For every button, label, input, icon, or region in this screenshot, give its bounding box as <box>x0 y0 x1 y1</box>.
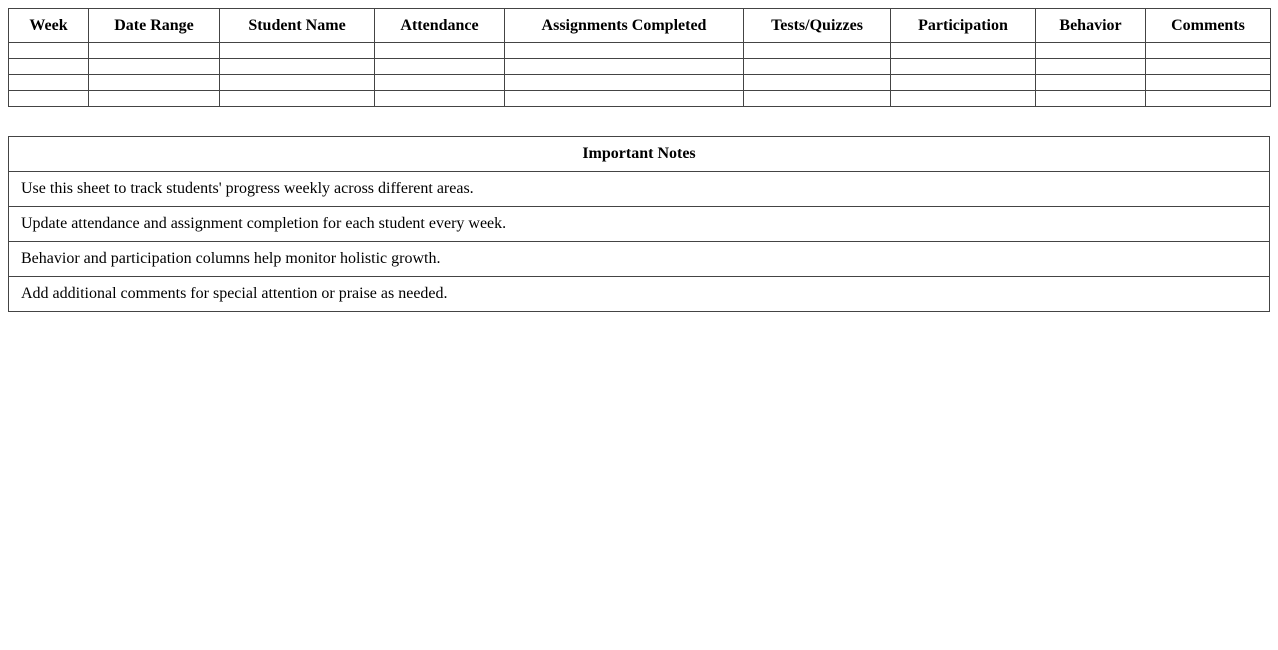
table-cell[interactable] <box>505 59 744 75</box>
table-cell[interactable] <box>375 75 505 91</box>
table-cell[interactable] <box>375 91 505 107</box>
column-header-week: Week <box>9 9 89 43</box>
table-cell[interactable] <box>9 59 89 75</box>
table-cell[interactable] <box>891 59 1036 75</box>
notes-header-row <box>9 137 1270 172</box>
table-cell[interactable] <box>9 43 89 59</box>
table-cell[interactable] <box>1036 43 1146 59</box>
notes-title: Important Notes <box>9 137 1270 172</box>
table-cell[interactable] <box>1036 91 1146 107</box>
table-cell[interactable] <box>89 43 220 59</box>
list-item <box>9 242 1270 277</box>
list-item <box>9 277 1270 312</box>
note-text: Update attendance and assignment completion for each student every week. <box>9 207 1270 242</box>
table-cell[interactable] <box>1146 91 1271 107</box>
table-cell[interactable] <box>9 75 89 91</box>
table-cell[interactable] <box>891 43 1036 59</box>
table-row <box>9 43 1271 59</box>
table-cell[interactable] <box>220 91 375 107</box>
column-header-assignments-completed: Assignments Completed <box>505 9 744 43</box>
table-row <box>9 75 1271 91</box>
table-cell[interactable] <box>1036 75 1146 91</box>
table-cell[interactable] <box>375 59 505 75</box>
table-cell[interactable] <box>9 91 89 107</box>
column-header-tests-quizzes: Tests/Quizzes <box>744 9 891 43</box>
note-text: Behavior and participation columns help monitor holistic growth. <box>9 242 1270 277</box>
table-cell[interactable] <box>891 75 1036 91</box>
column-header-date-range: Date Range <box>89 9 220 43</box>
column-header-attendance: Attendance <box>375 9 505 43</box>
list-item <box>9 207 1270 242</box>
list-item <box>9 172 1270 207</box>
note-text: Add additional comments for special attention or praise as needed. <box>9 277 1270 312</box>
table-cell[interactable] <box>89 91 220 107</box>
table-cell[interactable] <box>505 91 744 107</box>
table-cell[interactable] <box>89 59 220 75</box>
table-cell[interactable] <box>89 75 220 91</box>
table-cell[interactable] <box>744 91 891 107</box>
table-cell[interactable] <box>220 59 375 75</box>
table-row <box>9 59 1271 75</box>
table-cell[interactable] <box>891 91 1036 107</box>
note-text: Use this sheet to track students' progress weekly across different areas. <box>9 172 1270 207</box>
table-cell[interactable] <box>220 75 375 91</box>
column-header-student-name: Student Name <box>220 9 375 43</box>
table-row <box>9 91 1271 107</box>
table-cell[interactable] <box>505 75 744 91</box>
table-cell[interactable] <box>1146 59 1271 75</box>
table-cell[interactable] <box>1146 43 1271 59</box>
column-header-comments: Comments <box>1146 9 1271 43</box>
table-cell[interactable] <box>1036 59 1146 75</box>
table-cell[interactable] <box>744 75 891 91</box>
column-header-participation: Participation <box>891 9 1036 43</box>
progress-tracker-table <box>8 8 1271 107</box>
table-cell[interactable] <box>744 43 891 59</box>
table-cell[interactable] <box>1146 75 1271 91</box>
table-cell[interactable] <box>744 59 891 75</box>
table-cell[interactable] <box>505 43 744 59</box>
table-cell[interactable] <box>220 43 375 59</box>
table-header-row <box>9 9 1271 43</box>
table-cell[interactable] <box>375 43 505 59</box>
important-notes-table <box>8 136 1270 312</box>
column-header-behavior: Behavior <box>1036 9 1146 43</box>
